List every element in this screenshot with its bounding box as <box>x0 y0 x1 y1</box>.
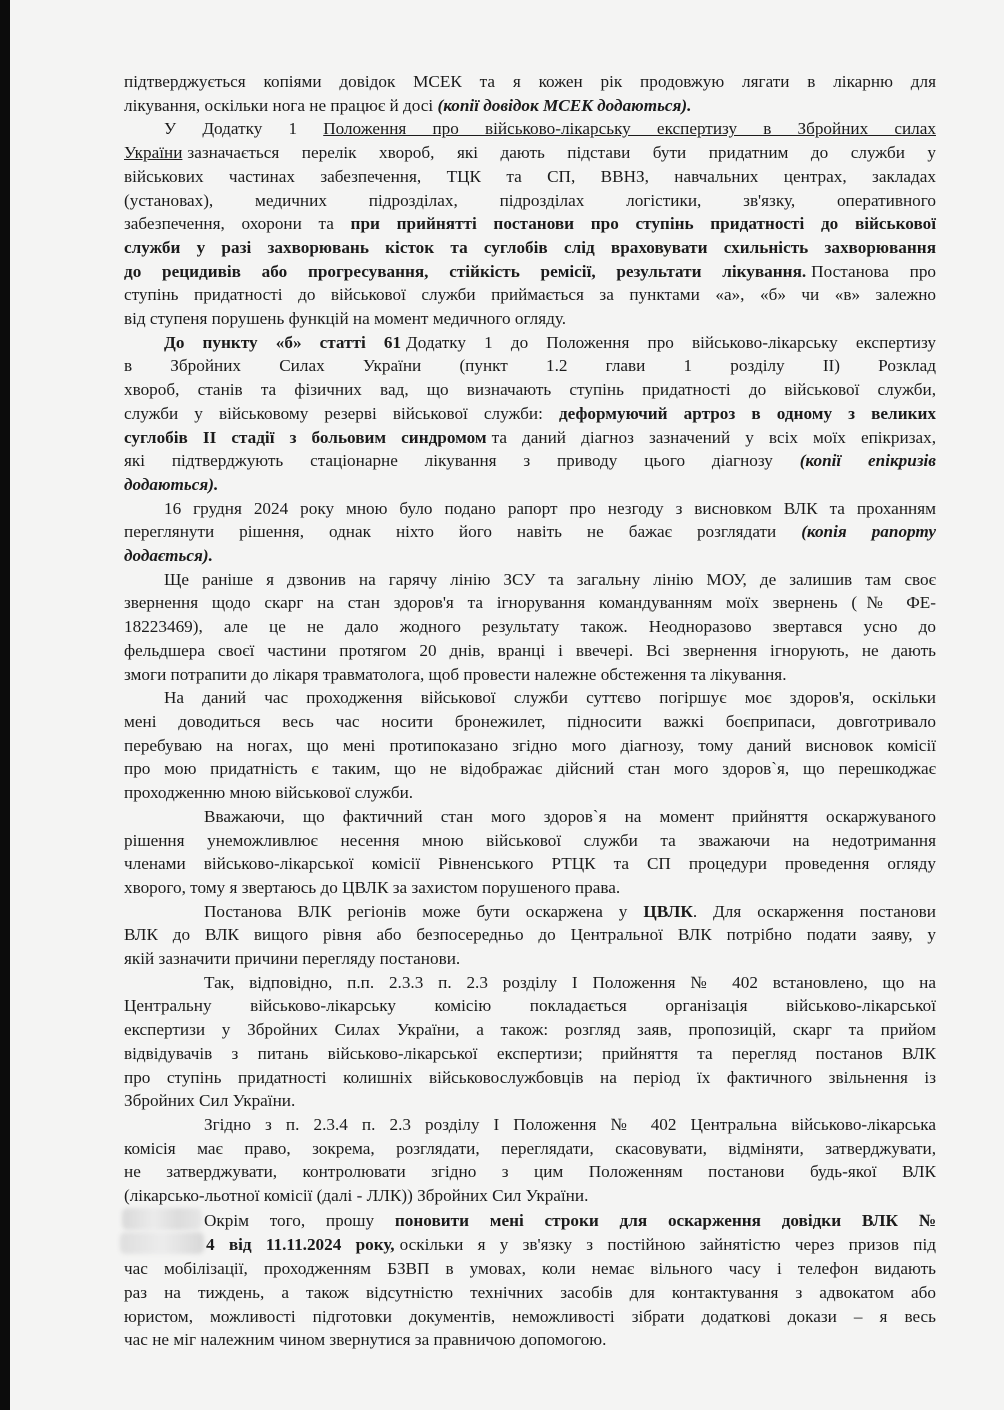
left-edge-bar <box>0 0 10 1410</box>
text-line: Центральну військово-лікарську комісію покладається організація військово-лікарської <box>124 996 936 1016</box>
text-line: які підтверджують стаціонарне лікування з приводу цього діагнозу (копії епікризів <box>124 451 936 471</box>
text-line: служби у військовому резерві військової служби: деформуючий артроз в одному з великих <box>124 403 936 423</box>
text-line: хвороб, станів та фізичних вад, що визначають ступінь придатності до військової служби, <box>124 380 936 400</box>
emphasis-text: (копії епікризів <box>799 451 936 471</box>
text-line: юристом, можливості підготовки документів, неможливості зібрати додаткові докази – я весь <box>124 1306 936 1326</box>
bold-text: До пункту «б» статті 61 <box>164 332 402 352</box>
text-line: ВЛК до ВЛК вищого рівня або безпосередньо до Центральної ВЛК потрібно подати заяву, у <box>124 925 936 945</box>
text-line <box>124 544 936 568</box>
text-line: звернення щодо скарг на стан здоров'я та ігнорування командуванням моїх звернень (№ ФЕ- <box>124 593 936 613</box>
emphasis-text: додаються). <box>124 474 219 494</box>
text-line: Збройних Сил України. <box>124 1091 296 1111</box>
underlined-text: Положення про військово-лікарську експертизу в Збройних силах <box>323 119 936 139</box>
bold-text: при прийнятті постанови про ступінь придатності до військової <box>350 214 936 234</box>
text-line: змоги потрапити до лікаря травматолога, щоб провести належне обстеження та лікування. <box>124 664 787 684</box>
paragraph <box>124 971 936 1113</box>
paragraph <box>124 900 936 971</box>
paragraph <box>124 70 936 117</box>
paragraph <box>124 331 936 497</box>
text-line: (установах), медичних підрозділах, підрозділах логістики, зв'язку, оперативного <box>124 190 936 210</box>
text-line: час мобілізації, проходженням БЗВП в умовах, коли немає вільного часу і телефон видають <box>124 1259 936 1279</box>
text-line: Окрім того, прошу поновити мені строки для оскарження довідки ВЛК № <box>124 1208 936 1233</box>
bold-text: 4 від 11.11.2024 року, <box>206 1235 395 1255</box>
text-line: На даний час проходження військової служби суттєво погіршує моє здоров'я, оскільки <box>164 688 936 708</box>
paragraph <box>124 568 936 687</box>
redacted-blur <box>122 1208 202 1230</box>
text-line: комісія має право, зокрема, розглядати, переглядати, скасовувати, відміняти, затверджувати, <box>124 1138 936 1158</box>
redacted-blur <box>120 1232 204 1254</box>
text-line: Вважаючи, що фактичний стан мого здоров`я на момент прийняття оскаржуваного <box>204 806 936 826</box>
text-line: лікування, оскільки нога не працює й досі (копії довідок МСЕК додаються). <box>124 95 692 115</box>
text-line: про мою придатність є таким, що не відображає дійсний стан мого здоров`я, що перешкоджає <box>124 759 936 779</box>
underlined-text: України <box>124 143 183 163</box>
text-line: членами військово-лікарської комісії Рівненського РТЦК та СП процедури проведення огляду <box>124 854 936 874</box>
emphasis-text: (копія рапорту <box>801 522 936 542</box>
bold-text: до рецидивів або прогресування, стійкість ремісії, результати лікування. <box>124 261 807 281</box>
text-line: рішення унеможливлює несення мною військової служби та зважаючи на недотримання <box>124 830 936 850</box>
text-line: 4 від 11.11.2024 року, оскільки я у зв'язку з постійною зайнятістю через призов під <box>124 1232 936 1257</box>
text-line: 16 грудня 2024 року мною було подано рапорт про незгоду з висновком ВЛК та проханням <box>164 498 936 518</box>
text-line: Постанова ВЛК регіонів може бути оскаржена у ЦВЛК. Для оскарження постанови <box>204 901 936 921</box>
paragraph <box>124 805 936 900</box>
text-line: проходженню мною військової служби. <box>124 783 414 803</box>
text-line: суглобів II стадії з больовим синдромом та даний діагноз зазначений у всіх моїх епікризах, <box>124 427 937 447</box>
bold-text: суглобів II стадії з больовим синдромом <box>124 427 487 447</box>
text-line: перебуваю на ногах, що мені протипоказано згідно мого діагнозу, тому даний висновок комісії <box>124 735 936 755</box>
text-line: до рецидивів або прогресування, стійкість ремісії, результати лікування. Постанова про <box>124 261 937 281</box>
paragraph <box>124 497 936 568</box>
text-line: відвідувачів з питань військово-лікарської експертизи; прийняття та перегляд постанов ВЛК <box>124 1043 936 1063</box>
text-line: Ще раніше я дзвонив на гарячу лінію ЗСУ та загальну лінію МОУ, де залишив там своє <box>164 569 936 589</box>
text-line: фельдшера своєї частини протягом 20 днів, вранці і ввечері. Всі звернення ігнорують, не дають <box>124 640 936 660</box>
text-line: підтверджується копіями довідок МСЕК та я кожен рік продовжую лягати в лікарню для <box>124 72 936 91</box>
text-line: До пункту «б» статті 61 Додатку 1 до Положення про військово-лікарську експертизу <box>164 332 936 352</box>
paragraph <box>124 117 936 330</box>
text-line: раз на тиждень, а також відсутністю технічних засобів для контактування з адвокатом або <box>124 1282 936 1302</box>
text-line: Так, відповідно, п.п. 2.3.3 п. 2.3 розділу I Положення № 402 встановлено, що на <box>204 972 936 992</box>
text-line: якій зазначити причини перегляду постанови. <box>124 949 461 969</box>
emphasis-text: додається). <box>124 546 213 566</box>
text-line: України зазначається перелік хвороб, які дають підстави бути придатним до служби у <box>124 143 936 163</box>
text-line <box>124 236 936 260</box>
text-line: мені доводиться весь час носити бронежилет, підносити важкі боєприпаси, довготривало <box>124 711 936 731</box>
text-line: (лікарсько-льотної комісії (далі - ЛЛК)) Збройних Сил України. <box>124 1186 589 1206</box>
text-line: від ступеня порушень функцій на момент медичного огляду. <box>124 309 567 329</box>
text-line: не затверджувати, контролювати згідно з цим Положенням постанови будь-якої ВЛК <box>124 1162 936 1182</box>
text-line: військових частинах забезпечення, ТЦК та СП, ВВНЗ, навчальних центрах, закладах <box>124 166 936 186</box>
text-line: Згідно з п. 2.3.4 п. 2.3 розділу I Положення № 402 Центральна військово-лікарська <box>204 1114 936 1134</box>
paragraph <box>124 1208 936 1352</box>
text-line: хворого, тому я звертаюсь до ЦВЛК за захистом порушеного права. <box>124 877 621 897</box>
text-line: переглянути рішення, однак ніхто його навіть не бажає розглядати (копія рапорту <box>124 522 936 542</box>
bold-text: деформуючий артроз в одному з великих <box>558 403 936 423</box>
document-body <box>124 70 936 1352</box>
text-line: ступінь придатності до військової служби приймається за пунктами «а», «б» чи «в» залежно <box>124 285 936 305</box>
bold-text: поновити мені строки для оскарження довідки ВЛК № <box>394 1210 936 1230</box>
text-line: про ступінь придатності колишніх військовослужбовців на період їх фактичного звільнення із <box>124 1067 936 1087</box>
text-line: експертизи у Збройних Силах України, а також: розгляд заяв, пропозицій, скарг та прийом <box>124 1020 936 1040</box>
bold-text: ЦВЛК <box>643 901 693 921</box>
text-line: забезпечення, охорони та при прийнятті постанови про ступінь придатності до військової <box>124 214 936 234</box>
paragraph <box>124 1113 936 1208</box>
paragraph <box>124 686 936 805</box>
emphasis-text: (копії довідок МСЕК додаються). <box>437 95 692 115</box>
bold-text: служби у разі захворювань кісток та суглобів слід враховувати схильність захворювання <box>124 237 936 257</box>
text-line: У Додатку 1 Положення про військово-лікарську експертизу в Збройних силах <box>164 119 936 139</box>
text-line <box>124 473 936 497</box>
text-line: 18223469), але це не дало жодного результату також. Неодноразово звертався усно до <box>124 617 936 637</box>
text-line: час не міг належним чином звернутися за правничою допомогою. <box>124 1330 607 1350</box>
text-line: в Збройних Силах України (пункт 1.2 глави 1 розділу II) Розклад <box>124 356 936 376</box>
